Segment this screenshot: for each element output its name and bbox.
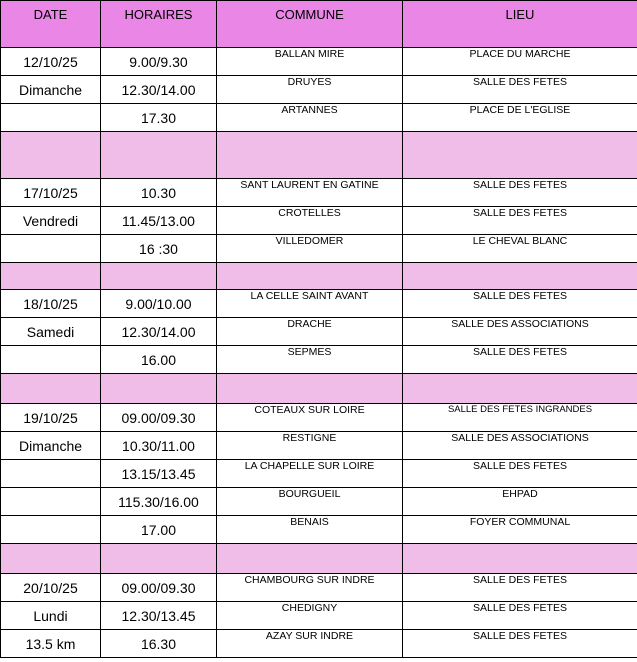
separator-cell [217, 544, 403, 574]
date-cell [1, 346, 101, 374]
separator-row [1, 263, 637, 290]
table-row [1, 48, 637, 76]
commune-cell: CHAMBOURG SUR INDRE [217, 574, 403, 602]
separator-row [1, 544, 637, 574]
separator-cell [101, 374, 217, 404]
lieu-cell: SALLE DES FETES [403, 460, 637, 488]
separator-cell [403, 132, 637, 179]
table-row [1, 76, 637, 104]
separator-cell [101, 263, 217, 290]
horaires-cell: 16.00 [101, 346, 217, 374]
horaires-cell: 115.30/16.00 [101, 488, 217, 516]
separator-cell [101, 132, 217, 179]
table-row [1, 516, 637, 544]
lieu-cell: SALLE DES FETES [403, 290, 637, 318]
horaires-cell: 11.45/13.00 [101, 207, 217, 235]
horaires-cell: 17.30 [101, 104, 217, 132]
horaires-cell: 10.30 [101, 179, 217, 207]
commune-cell: CROTELLES [217, 207, 403, 235]
date-cell [1, 460, 101, 488]
header-commune: COMMUNE [217, 1, 403, 48]
horaires-cell: 17.00 [101, 516, 217, 544]
commune-cell: VILLEDOMER [217, 235, 403, 263]
table-row [1, 488, 637, 516]
commune-cell: CHEDIGNY [217, 602, 403, 630]
date-cell [1, 488, 101, 516]
horaires-cell: 9.00/9.30 [101, 48, 217, 76]
commune-cell: RESTIGNE [217, 432, 403, 460]
date-cell: 13.5 km [1, 630, 101, 658]
separator-cell [403, 374, 637, 404]
table-row [1, 346, 637, 374]
lieu-cell: SALLE DES FETES [403, 179, 637, 207]
horaires-cell: 09.00/09.30 [101, 404, 217, 432]
lieu-cell: SALLE DES FETES [403, 574, 637, 602]
lieu-cell: PLACE DU MARCHE [403, 48, 637, 76]
header-lieu: LIEU [403, 1, 637, 48]
date-cell: 18/10/25 [1, 290, 101, 318]
lieu-cell: SALLE DES FETES [403, 602, 637, 630]
table-row [1, 432, 637, 460]
lieu-cell: SALLE DES FETES [403, 630, 637, 658]
date-cell: Vendredi [1, 207, 101, 235]
separator-cell [217, 263, 403, 290]
horaires-cell: 9.00/10.00 [101, 290, 217, 318]
separator-cell [1, 263, 101, 290]
table-row [1, 179, 637, 207]
commune-cell: LA CELLE SAINT AVANT [217, 290, 403, 318]
separator-row [1, 132, 637, 179]
lieu-cell: SALLE DES FETES INGRANDES [403, 404, 637, 432]
lieu-cell: FOYER COMMUNAL [403, 516, 637, 544]
header-horaires: HORAIRES [101, 1, 217, 48]
horaires-cell: 10.30/11.00 [101, 432, 217, 460]
separator-cell [1, 374, 101, 404]
lieu-cell: SALLE DES FETES [403, 207, 637, 235]
commune-cell: AZAY SUR INDRE [217, 630, 403, 658]
table-row [1, 290, 637, 318]
separator-cell [217, 132, 403, 179]
table-row [1, 207, 637, 235]
lieu-cell: LE CHEVAL BLANC [403, 235, 637, 263]
lieu-cell: SALLE DES FETES [403, 346, 637, 374]
table-row [1, 104, 637, 132]
table-row [1, 235, 637, 263]
commune-cell: DRACHE [217, 318, 403, 346]
date-cell: Lundi [1, 602, 101, 630]
commune-cell: BOURGUEIL [217, 488, 403, 516]
commune-cell: COTEAUX SUR LOIRE [217, 404, 403, 432]
date-cell: 17/10/25 [1, 179, 101, 207]
separator-cell [101, 544, 217, 574]
commune-cell: LA CHAPELLE SUR LOIRE [217, 460, 403, 488]
commune-cell: ARTANNES [217, 104, 403, 132]
lieu-cell: SALLE DES ASSOCIATIONS [403, 432, 637, 460]
lieu-cell: SALLE DES ASSOCIATIONS [403, 318, 637, 346]
date-cell: Samedi [1, 318, 101, 346]
lieu-cell: PLACE DE L'EGLISE [403, 104, 637, 132]
lieu-cell: SALLE DES FETES [403, 76, 637, 104]
horaires-cell: 16 :30 [101, 235, 217, 263]
commune-cell: SEPMES [217, 346, 403, 374]
horaires-cell: 12.30/13.45 [101, 602, 217, 630]
separator-cell [403, 544, 637, 574]
horaires-cell: 12.30/14.00 [101, 318, 217, 346]
date-cell: 19/10/25 [1, 404, 101, 432]
separator-cell [1, 544, 101, 574]
horaires-cell: 09.00/09.30 [101, 574, 217, 602]
date-cell: Dimanche [1, 76, 101, 104]
separator-row [1, 374, 637, 404]
table-row [1, 318, 637, 346]
commune-cell: SANT LAURENT EN GATINE [217, 179, 403, 207]
table-row [1, 630, 637, 658]
table-row [1, 602, 637, 630]
separator-cell [403, 263, 637, 290]
table-row [1, 404, 637, 432]
date-cell [1, 235, 101, 263]
lieu-cell: EHPAD [403, 488, 637, 516]
date-cell: Dimanche [1, 432, 101, 460]
separator-cell [1, 132, 101, 179]
date-cell: 12/10/25 [1, 48, 101, 76]
commune-cell: DRUYES [217, 76, 403, 104]
commune-cell: BENAIS [217, 516, 403, 544]
separator-cell [217, 374, 403, 404]
horaires-cell: 13.15/13.45 [101, 460, 217, 488]
table-row [1, 574, 637, 602]
header-date: DATE [1, 1, 101, 48]
horaires-cell: 12.30/14.00 [101, 76, 217, 104]
commune-cell: BALLAN MIRE [217, 48, 403, 76]
table-row [1, 460, 637, 488]
date-cell: 20/10/25 [1, 574, 101, 602]
horaires-cell: 16.30 [101, 630, 217, 658]
date-cell [1, 104, 101, 132]
date-cell [1, 516, 101, 544]
header-row [1, 1, 637, 48]
